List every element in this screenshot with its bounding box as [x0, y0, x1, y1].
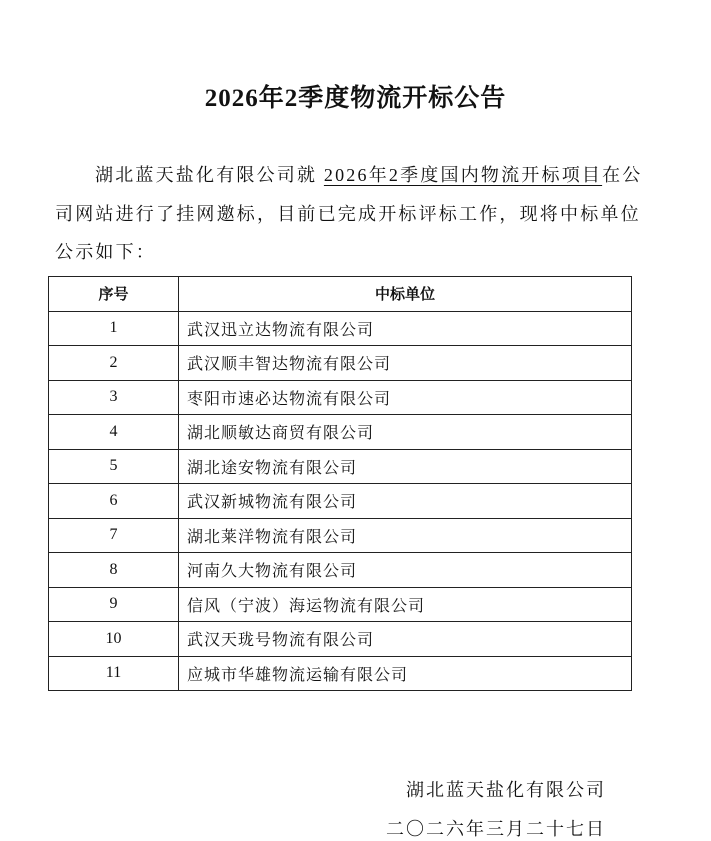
intro-after: 在公司网站进行了挂网邀标，目前已完成开标评标工作，现将中标单位公示如下：	[55, 165, 643, 262]
signature-date: 二〇二六年三月二十七日	[386, 819, 606, 839]
row-company: 武汉迅立达物流有限公司	[179, 311, 632, 346]
row-company: 湖北途安物流有限公司	[179, 449, 632, 484]
winner-table	[48, 276, 632, 691]
row-company: 武汉新城物流有限公司	[179, 484, 632, 519]
row-number: 3	[49, 380, 179, 415]
table-row	[49, 449, 632, 484]
row-company: 湖北莱洋物流有限公司	[179, 518, 632, 553]
table-row	[49, 587, 632, 622]
row-company: 信风（宁波）海运物流有限公司	[179, 587, 632, 622]
page-title: 2026年2季度物流开标公告	[204, 85, 507, 112]
row-number: 5	[49, 449, 179, 484]
table-row	[49, 484, 632, 519]
row-number: 2	[49, 346, 179, 381]
row-company: 应城市华雄物流运输有限公司	[179, 656, 632, 691]
row-company: 枣阳市速必达物流有限公司	[179, 380, 632, 415]
row-company: 湖北顺敏达商贸有限公司	[179, 415, 632, 450]
table-row	[49, 553, 632, 588]
table-row	[49, 311, 632, 346]
intro-before: 湖北蓝天盐化有限公司就	[95, 165, 318, 185]
row-number: 7	[49, 518, 179, 553]
row-number: 11	[49, 656, 179, 691]
table-row	[49, 380, 632, 415]
table-row	[49, 346, 632, 381]
signature-company: 湖北蓝天盐化有限公司	[406, 780, 606, 800]
table-row	[49, 415, 632, 450]
row-company: 武汉顺丰智达物流有限公司	[179, 346, 632, 381]
table-header-row	[49, 277, 632, 312]
row-number: 9	[49, 587, 179, 622]
row-company: 武汉天珑号物流有限公司	[179, 622, 632, 657]
table-row	[49, 518, 632, 553]
row-number: 10	[49, 622, 179, 657]
row-number: 1	[49, 311, 179, 346]
intro-paragraph	[55, 156, 645, 272]
table-row	[49, 656, 632, 691]
row-company: 河南久大物流有限公司	[179, 553, 632, 588]
header-no: 序号	[49, 277, 179, 312]
row-number: 8	[49, 553, 179, 588]
header-name: 中标单位	[179, 277, 632, 312]
intro-project: 2026年2季度国内物流开标项目	[323, 165, 603, 185]
table-row	[49, 622, 632, 657]
row-number: 4	[49, 415, 179, 450]
row-number: 6	[49, 484, 179, 519]
